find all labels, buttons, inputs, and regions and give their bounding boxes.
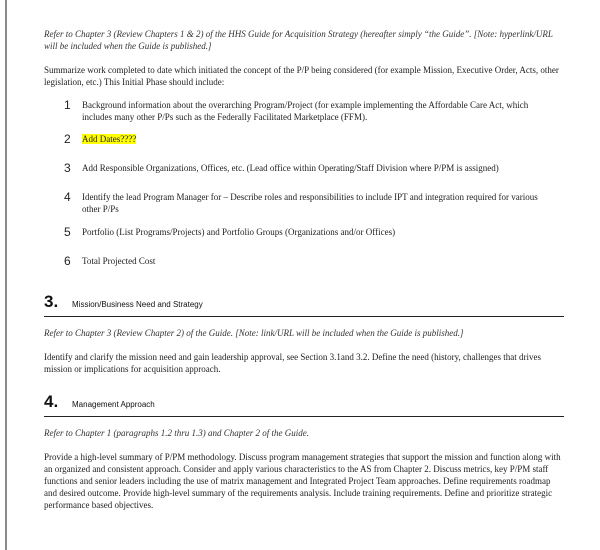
section-number: 3. [44, 292, 59, 311]
initial-phase-list [64, 98, 564, 268]
list-item-text: Background information about the overarching Program/Project (for example implementing the Affordable Care Act, which includes many other P/Ps such as the Federally Facilitated Marketplace (FFM). [82, 100, 529, 122]
section-reference-note: Refer to Chapter 3 (Review Chapter 2) of the Guide. [Note: link/URL will be included when the Guide is published.] [44, 328, 464, 338]
list-item [64, 254, 564, 268]
list-item-text: Total Projected Cost [82, 256, 156, 266]
section-heading [44, 392, 564, 412]
list-item-text: Portfolio (List Programs/Projects) and Portfolio Groups (Organizations and/or Offices) [82, 227, 396, 237]
list-item [64, 132, 564, 146]
page-margin-rule [5, 0, 7, 550]
section-reference-note: Refer to Chapter 1 (paragraphs 1.2 thru 1.3) and Chapter 2 of the Guide. [44, 428, 309, 438]
section-heading [44, 292, 564, 312]
section-body: Identify and clarify the mission need and gain leadership approval, see Section 3.1and 3.2. Define the need (history, challenges that drives mission or implications for acquisition approach. [44, 352, 542, 374]
section-number: 4. [44, 392, 59, 411]
document-content [44, 28, 564, 511]
highlighted-text: Add Dates???? [82, 134, 137, 144]
intro-summary: Summarize work completed to date which initiated the concept of the P/P being considered (for example Mission, Executive Order, Acts, other legislation, etc.) This Initial Phase should include: [44, 65, 559, 87]
list-item-text: Identify the lead Program Manager for – Describe roles and responsibilities to include IPT and integration required for various other P/Ps [82, 192, 538, 214]
list-item-number: 3 [64, 161, 71, 175]
list-item [64, 225, 564, 239]
list-item-text [82, 132, 552, 145]
list-item-number: 5 [64, 225, 71, 239]
list-item-number: 2 [64, 132, 71, 146]
section-title: Mission/Business Need and Strategy [72, 300, 203, 309]
intro-reference-note: Refer to Chapter 3 (Review Chapters 1 & 2) of the HHS Guide for Acquisition Strategy (hereafter simply “the Guide”. [Note: hyperlink/URL will be included when the Guide is published.] [44, 29, 553, 51]
list-item [64, 190, 564, 215]
section-divider [44, 316, 564, 317]
section-divider [44, 416, 564, 417]
section-title: Management Approach [72, 400, 155, 409]
section-3 [44, 292, 564, 375]
list-item-text: Add Responsible Organizations, Offices, etc. (Lead office within Operating/Staff Division where P/PM is assigned) [82, 163, 499, 173]
list-item-number: 4 [64, 190, 71, 204]
list-item-number: 1 [64, 98, 71, 112]
list-item [64, 98, 564, 123]
list-item-number: 6 [64, 254, 71, 268]
list-item [64, 161, 564, 175]
section-4 [44, 392, 564, 511]
section-body: Provide a high-level summary of P/PM methodology. Discuss program management strategies that support the mission and function along with an organized and consistent approach. Consider and apply various characteristics to the AS from Chapter 2. Discuss metrics, key P/PM staff functions and senior leaders including the use of matrix management and Integrated Project Team approaches. Define requirements roadmap and desired outcome. Provide high-level summary of the requirements analysis. Include training requirements. Define and prioritize strategic performance based objectives. [44, 452, 561, 510]
